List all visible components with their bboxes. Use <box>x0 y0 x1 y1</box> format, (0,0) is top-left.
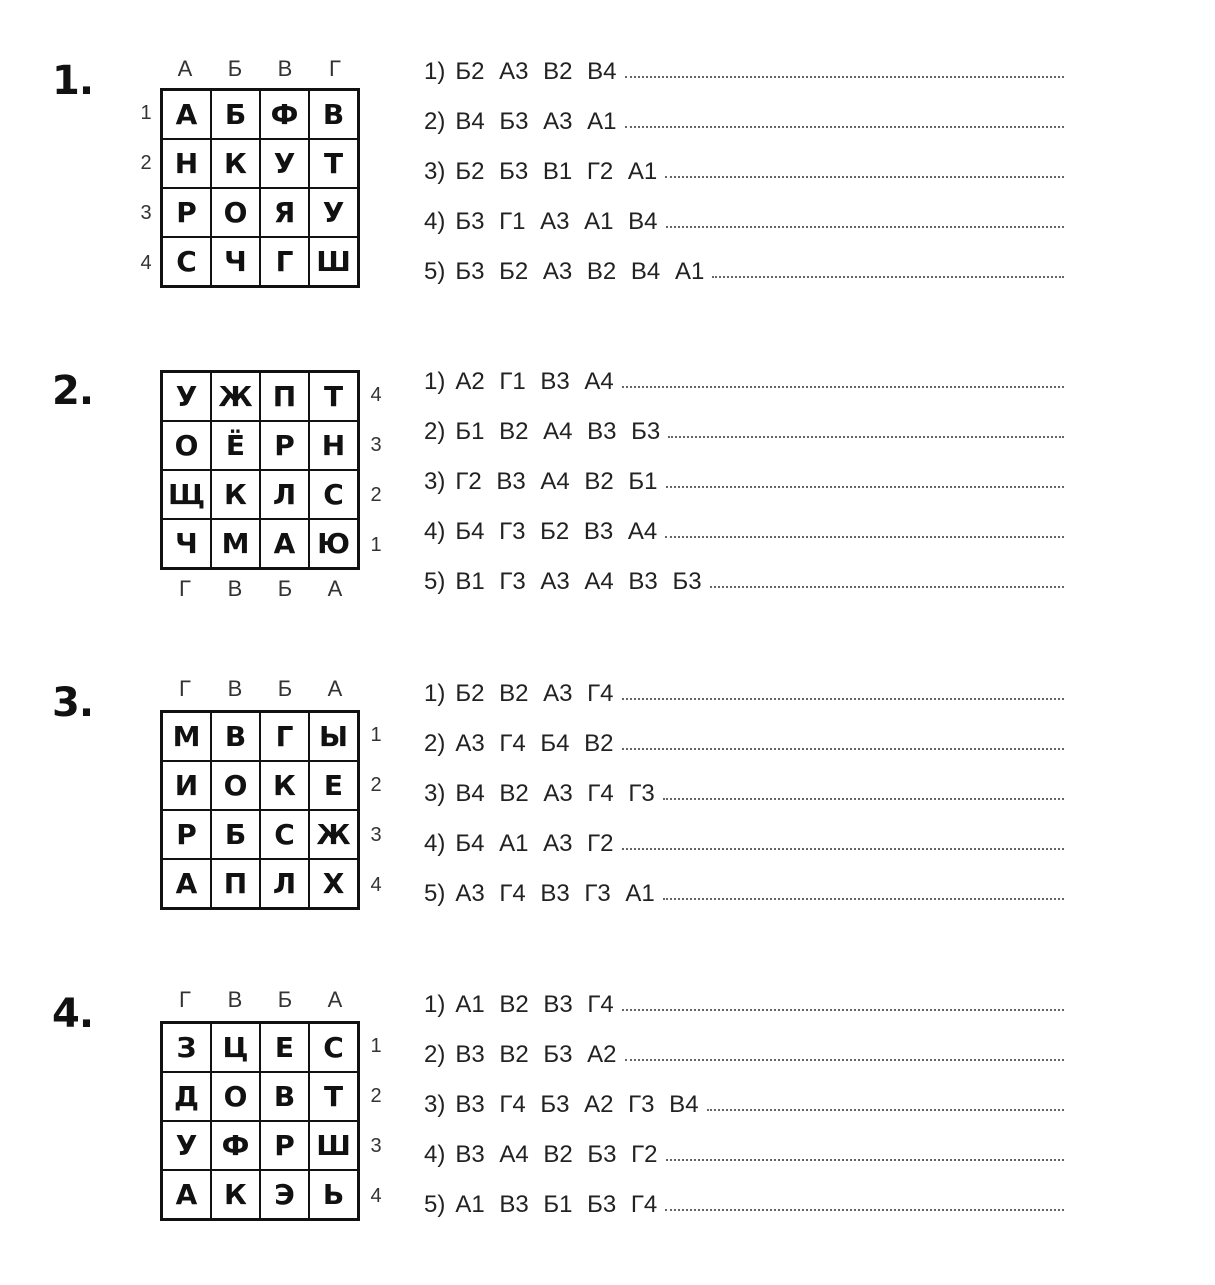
task-number: 3) <box>424 158 446 185</box>
grid-cell: Е <box>309 761 358 810</box>
grid-cell: П <box>260 372 309 421</box>
grid-cell: Ж <box>309 810 358 859</box>
task-code: Б4 А1 А3 Г2 <box>455 830 614 857</box>
task-code: В3 А4 В2 Б3 Г2 <box>455 1141 658 1168</box>
task-code: В4 В2 А3 Г4 Г3 <box>455 780 655 807</box>
row-label: 2 <box>370 773 382 796</box>
task-number: 4) <box>424 1141 446 1168</box>
task-row <box>424 991 1074 1041</box>
task-list <box>424 368 1074 618</box>
exercise-3 <box>0 674 1215 974</box>
grid-cell: З <box>162 1023 211 1072</box>
column-label: Г <box>179 576 191 601</box>
task-row <box>424 1041 1074 1091</box>
grid-cell: У <box>309 188 358 237</box>
task-number: 2) <box>424 730 446 757</box>
grid-cell: Ч <box>162 519 211 568</box>
grid-cell: А <box>162 90 211 139</box>
row-label: 1 <box>370 723 382 746</box>
row-labels <box>366 710 386 910</box>
grid-cell: Б <box>211 90 260 139</box>
task-number: 4) <box>424 830 446 857</box>
row-labels <box>136 88 156 288</box>
answer-line[interactable] <box>622 848 1065 850</box>
answer-line[interactable] <box>668 436 1064 438</box>
column-label: В <box>227 676 243 701</box>
grid-cell: О <box>211 188 260 237</box>
grid-cell: Х <box>309 859 358 908</box>
row-label: 2 <box>140 151 152 174</box>
grid-cell: Ю <box>309 519 358 568</box>
row-label: 4 <box>140 251 152 274</box>
grid-cell: У <box>162 1121 211 1170</box>
grid-cell: Т <box>309 139 358 188</box>
exercise-1 <box>0 52 1215 352</box>
task-row <box>424 880 1074 930</box>
exercise-2 <box>0 362 1215 662</box>
grid-cell: Г <box>260 237 309 286</box>
answer-line[interactable] <box>665 176 1064 178</box>
grid-cell: В <box>260 1072 309 1121</box>
grid-cell: Ц <box>211 1023 260 1072</box>
column-label: А <box>327 987 343 1012</box>
row-label: 2 <box>370 483 382 506</box>
task-list <box>424 680 1074 930</box>
task-row <box>424 830 1074 880</box>
column-label: В <box>277 56 293 81</box>
task-code: В4 Б3 А3 А1 <box>455 108 617 135</box>
row-label: 3 <box>370 823 382 846</box>
grid-cell: П <box>211 859 260 908</box>
answer-line[interactable] <box>710 586 1064 588</box>
column-label: А <box>327 576 343 601</box>
task-row <box>424 58 1074 108</box>
task-number: 3) <box>424 468 446 495</box>
task-number: 4) <box>424 518 446 545</box>
grid-cell: А <box>162 1170 211 1219</box>
row-label: 3 <box>370 1134 382 1157</box>
grid-cell: И <box>162 761 211 810</box>
grid-cell: Ф <box>260 90 309 139</box>
task-code: Б3 Г1 А3 А1 В4 <box>455 208 658 235</box>
column-label: Г <box>329 56 341 81</box>
grid-cell: С <box>260 810 309 859</box>
task-number: 1) <box>424 991 446 1018</box>
answer-line[interactable] <box>666 486 1064 488</box>
exercise-number: 4. <box>52 991 94 1037</box>
answer-line[interactable] <box>665 536 1064 538</box>
task-code: В3 Г4 Б3 А2 Г3 В4 <box>455 1091 699 1118</box>
task-number: 1) <box>424 368 446 395</box>
task-code: Б2 Б3 В1 Г2 А1 <box>455 158 658 185</box>
grid-cell: Я <box>260 188 309 237</box>
grid-cell: С <box>309 470 358 519</box>
answer-line[interactable] <box>622 748 1065 750</box>
row-labels <box>366 1021 386 1221</box>
task-code: Б4 Г3 Б2 В3 А4 <box>455 518 658 545</box>
letter-grid <box>160 710 360 910</box>
answer-line[interactable] <box>707 1109 1064 1111</box>
answer-line[interactable] <box>622 1009 1064 1011</box>
task-number: 5) <box>424 258 446 285</box>
grid-cell: Е <box>260 1023 309 1072</box>
task-code: Г2 В3 А4 В2 Б1 <box>455 468 658 495</box>
task-code: А3 Г4 В3 Г3 А1 <box>455 880 655 907</box>
task-code: А1 В2 В3 Г4 <box>455 991 614 1018</box>
grid-cell: К <box>211 139 260 188</box>
task-row <box>424 780 1074 830</box>
grid-cell: Р <box>260 421 309 470</box>
task-code: Б3 Б2 А3 В2 В4 А1 <box>455 258 705 285</box>
task-code: Б1 В2 А4 В3 Б3 <box>455 418 661 445</box>
grid-cell: Ч <box>211 237 260 286</box>
column-label: В <box>227 987 243 1012</box>
answer-line[interactable] <box>625 76 1064 78</box>
letter-grid <box>160 88 360 288</box>
grid-cell: Н <box>162 139 211 188</box>
grid-cell: Р <box>162 810 211 859</box>
task-row <box>424 1141 1074 1191</box>
grid-cell: С <box>309 1023 358 1072</box>
grid-cell: М <box>211 519 260 568</box>
grid-cell: Б <box>211 810 260 859</box>
grid-cell: У <box>260 139 309 188</box>
task-row <box>424 568 1074 618</box>
grid-cell: К <box>211 1170 260 1219</box>
grid-cell: Т <box>309 1072 358 1121</box>
exercise-4 <box>0 985 1215 1285</box>
grid-cell: К <box>260 761 309 810</box>
task-number: 4) <box>424 208 446 235</box>
row-labels <box>366 370 386 570</box>
task-code: Б2 В2 А3 Г4 <box>455 680 614 707</box>
column-label: А <box>327 676 343 701</box>
grid-cell: Ь <box>309 1170 358 1219</box>
grid-cell: Ш <box>309 237 358 286</box>
grid-cell: О <box>211 1072 260 1121</box>
row-label: 4 <box>370 873 382 896</box>
exercise-number: 2. <box>52 368 94 414</box>
grid-cell: У <box>162 372 211 421</box>
answer-line[interactable] <box>625 126 1064 128</box>
row-label: 4 <box>370 383 382 406</box>
task-row <box>424 468 1074 518</box>
grid-cell: К <box>211 470 260 519</box>
row-label: 4 <box>370 1184 382 1207</box>
task-code: А2 Г1 В3 А4 <box>455 368 614 395</box>
row-label: 1 <box>140 101 152 124</box>
task-code: В1 Г3 А3 А4 В3 Б3 <box>455 568 702 595</box>
task-row <box>424 1191 1074 1241</box>
column-label: Б <box>277 987 293 1012</box>
row-label: 3 <box>370 433 382 456</box>
answer-line[interactable] <box>622 698 1065 700</box>
task-list <box>424 991 1074 1241</box>
task-row <box>424 680 1074 730</box>
task-row <box>424 258 1074 308</box>
row-label: 3 <box>140 201 152 224</box>
answer-line[interactable] <box>663 798 1064 800</box>
task-row <box>424 208 1074 258</box>
task-number: 5) <box>424 568 446 595</box>
task-row <box>424 730 1074 780</box>
column-label: Г <box>179 987 191 1012</box>
exercise-number: 1. <box>52 58 94 104</box>
grid-cell: Р <box>260 1121 309 1170</box>
column-labels <box>160 576 360 602</box>
grid-cell: В <box>211 712 260 761</box>
answer-line[interactable] <box>665 1209 1064 1211</box>
answer-line[interactable] <box>712 276 1064 278</box>
column-label: В <box>227 576 243 601</box>
task-number: 3) <box>424 1091 446 1118</box>
task-row <box>424 518 1074 568</box>
column-label: А <box>177 56 193 81</box>
task-row <box>424 1091 1074 1141</box>
task-number: 5) <box>424 880 446 907</box>
task-code: Б2 А3 В2 В4 <box>455 58 617 85</box>
task-number: 1) <box>424 58 446 85</box>
row-label: 1 <box>370 1034 382 1057</box>
column-label: Г <box>179 676 191 701</box>
column-labels <box>160 987 360 1013</box>
task-row <box>424 108 1074 158</box>
grid-cell: Ф <box>211 1121 260 1170</box>
row-label: 2 <box>370 1084 382 1107</box>
grid-cell: Л <box>260 859 309 908</box>
answer-line[interactable] <box>663 898 1064 900</box>
task-code: В3 В2 Б3 А2 <box>455 1041 617 1068</box>
grid-cell: Р <box>162 188 211 237</box>
column-label: Б <box>277 576 293 601</box>
grid-cell: А <box>260 519 309 568</box>
grid-cell: С <box>162 237 211 286</box>
grid-cell: О <box>211 761 260 810</box>
task-number: 5) <box>424 1191 446 1218</box>
grid-cell: Л <box>260 470 309 519</box>
grid-cell: А <box>162 859 211 908</box>
grid-cell: Ж <box>211 372 260 421</box>
letter-grid <box>160 370 360 570</box>
task-number: 2) <box>424 418 446 445</box>
task-row <box>424 368 1074 418</box>
task-number: 3) <box>424 780 446 807</box>
task-row <box>424 158 1074 208</box>
grid-cell: Ш <box>309 1121 358 1170</box>
task-row <box>424 418 1074 468</box>
answer-line[interactable] <box>666 1159 1064 1161</box>
task-list <box>424 58 1074 308</box>
task-number: 1) <box>424 680 446 707</box>
grid-cell: Н <box>309 421 358 470</box>
grid-cell: В <box>309 90 358 139</box>
exercise-number: 3. <box>52 680 94 726</box>
task-code: А3 Г4 Б4 В2 <box>455 730 614 757</box>
grid-cell: О <box>162 421 211 470</box>
grid-cell: Д <box>162 1072 211 1121</box>
grid-cell: Э <box>260 1170 309 1219</box>
column-label: Б <box>227 56 243 81</box>
letter-grid <box>160 1021 360 1221</box>
row-label: 1 <box>370 533 382 556</box>
column-labels <box>160 676 360 702</box>
task-number: 2) <box>424 108 446 135</box>
answer-line[interactable] <box>622 386 1064 388</box>
grid-cell: Щ <box>162 470 211 519</box>
task-number: 2) <box>424 1041 446 1068</box>
grid-cell: М <box>162 712 211 761</box>
answer-line[interactable] <box>666 226 1064 228</box>
grid-cell: Т <box>309 372 358 421</box>
grid-cell: Ё <box>211 421 260 470</box>
grid-cell: Г <box>260 712 309 761</box>
task-code: А1 В3 Б1 Б3 Г4 <box>455 1191 658 1218</box>
grid-cell: Ы <box>309 712 358 761</box>
answer-line[interactable] <box>625 1059 1064 1061</box>
column-labels <box>160 56 360 82</box>
column-label: Б <box>277 676 293 701</box>
